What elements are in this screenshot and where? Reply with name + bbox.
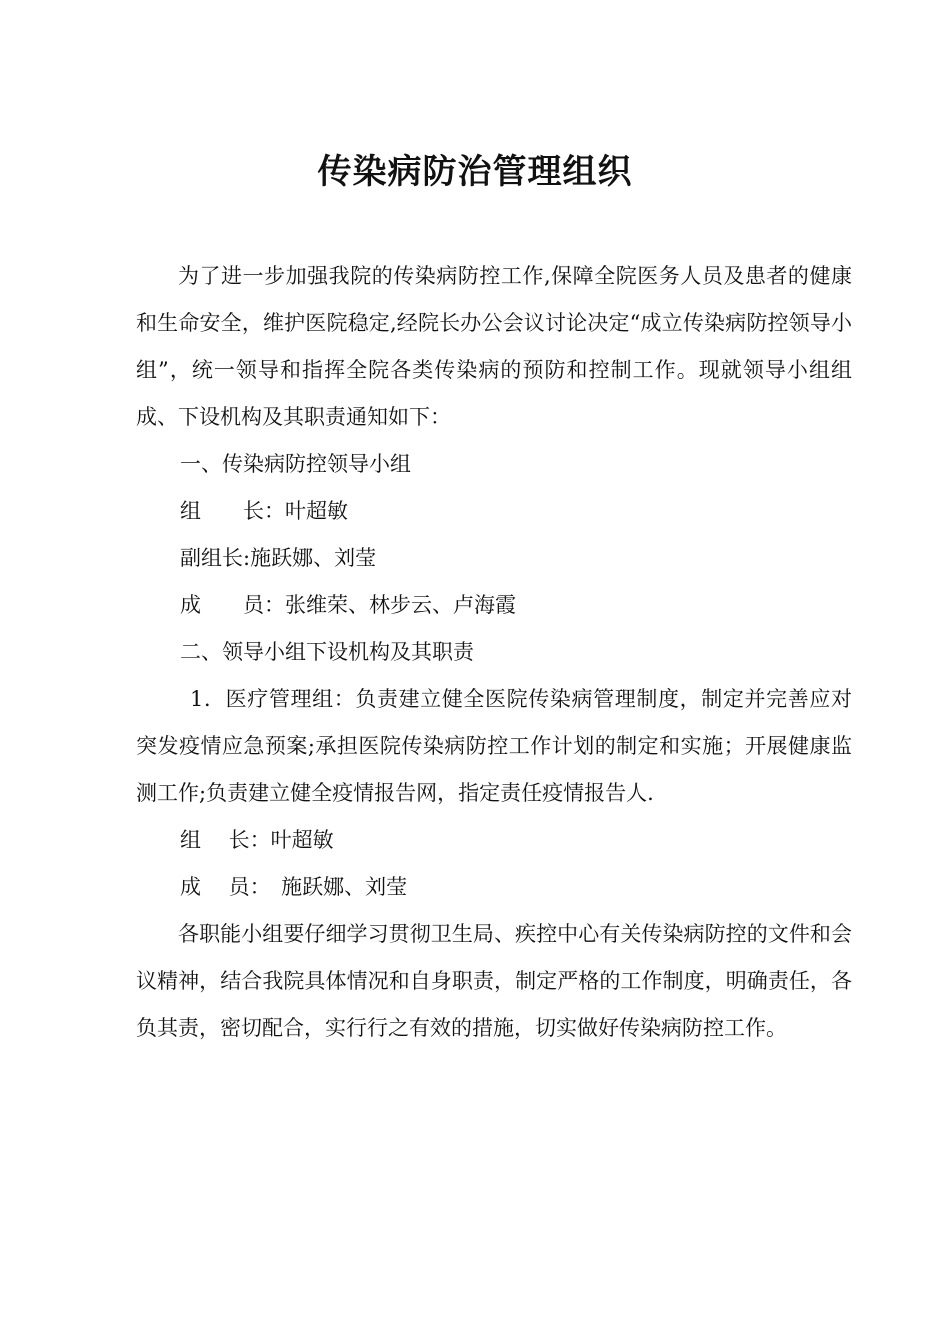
section2-item1: 1．医疗管理组：负责建立健全医院传染病管理制度，制定并完善应对突发疫情应急预案;承担医院传染病防控工作计划的制定和实施；开展健康监测工作;负责建立健全疫情报告网，指定责任疫情报告人.: [136, 687, 852, 805]
document-title: 传染病防治管理组织: [317, 152, 633, 192]
item1-leader: 组 长：叶超敏: [180, 828, 334, 852]
section1-members: 成 员：张维荣、林步云、卢海霞: [180, 593, 516, 617]
closing-paragraph: 各职能小组要仔细学习贯彻卫生局、疾控中心有关传染病防控的文件和会议精神，结合我院具体情况和自身职责，制定严格的工作制度，明确责任，各负其责，密切配合，实行行之有效的措施，切实做好传染病防控工作。: [136, 922, 852, 1040]
section1-leader: 组 长：叶超敏: [180, 499, 348, 523]
section2-heading: 二、领导小组下设机构及其职责: [180, 640, 474, 664]
document-body: [136, 253, 852, 1052]
section1-deputy: 副组长:施跃娜、刘莹: [180, 546, 377, 570]
intro-paragraph: 为了进一步加强我院的传染病防控工作,保障全院医务人员及患者的健康和生命安全，维护医院稳定,经院长办公会议讨论决定“成立传染病防控领导小组”，统一领导和指挥全院各类传染病的预防和控制工作。现就领导小组组成、下设机构及其职责通知如下：: [136, 264, 852, 429]
section1-heading: 一、传染病防控领导小组: [180, 452, 411, 476]
item1-members: 成 员： 施跃娜、刘莹: [180, 875, 408, 899]
